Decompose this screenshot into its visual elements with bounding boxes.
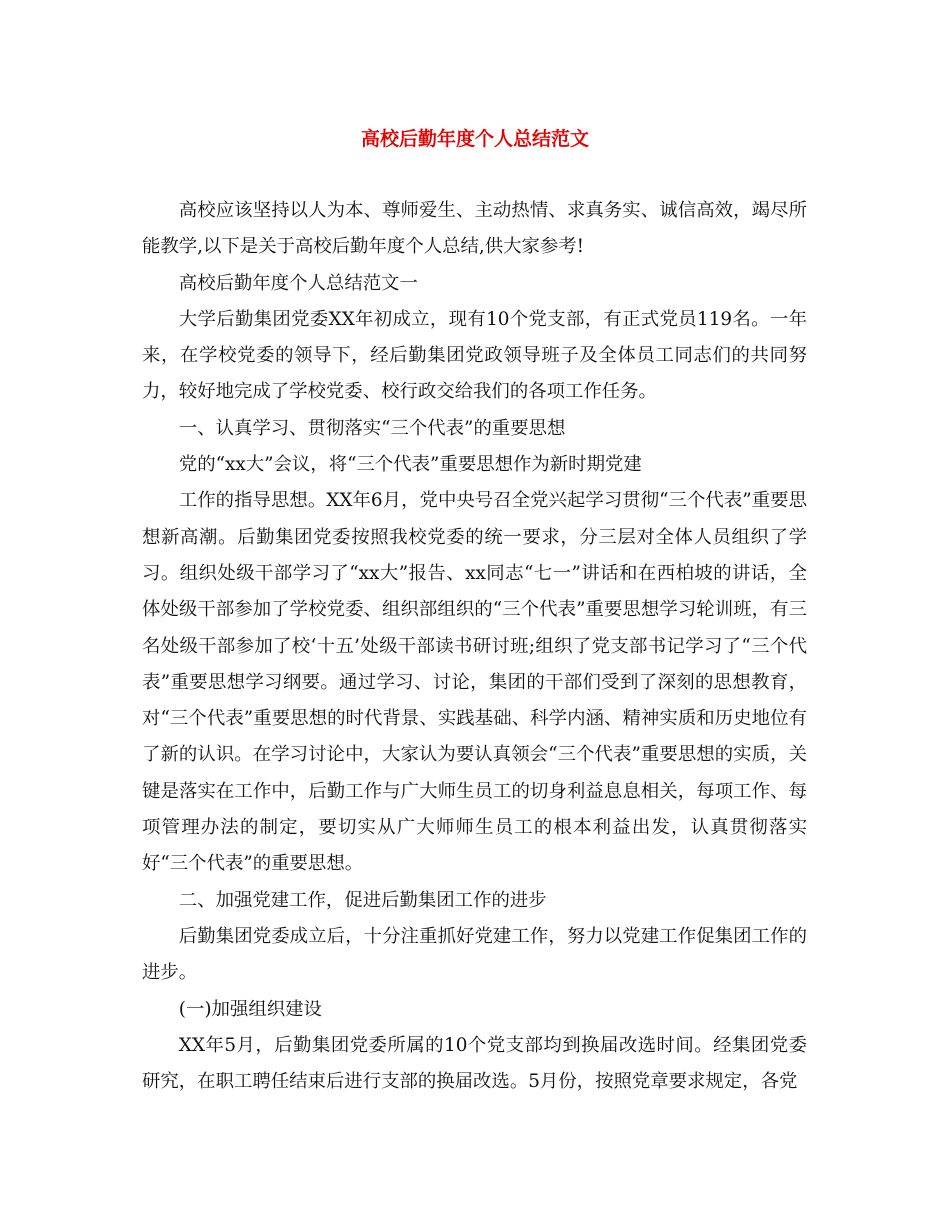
paragraph-section-1-lead: 党的“xx大”会议，将“三个代表”重要思想作为新时期党建 [178, 454, 642, 476]
subsection-heading-1: (一)加强组织建设 [178, 998, 322, 1020]
paragraph-subsection-1-body: XX年5月，后勤集团党委所属的10个党支部均到换届改选时间。经集团党委研究，在职工聘任结束后进行支部的换届改选。5月份，按照党章要求规定，各党 [142, 1034, 807, 1093]
document-title: 高校后勤年度个人总结范文 [360, 128, 589, 150]
paragraph-intro: 高校应该坚持以人为本、尊师爱生、主动热情、求真务实、诚信高效，竭尽所能教学,以下是关于高校后勤年度个人总结,供大家参考! [142, 200, 807, 258]
paragraph-section-1-body: 工作的指导思想。XX年6月，党中央号召全党兴起学习贯彻“三个代表”重要思想新高潮。后勤集团党委按照我校党委的统一要求，分三层对全体人员组织了学习。组织处级干部学习了“xx大”报告、xx同志“七一”讲话和在西柏坡的讲话，全体处级干部参加了学校党委、组织部组织的“三个代表”重要思想学习轮训班，有三名处级干部参加了校‘十五’处级干部读书研讨班;组织了党支部书记学习了“三个代表”重要思想学习纲要。通过学习、讨论，集团的干部们受到了深刻的思想教育，对“三个代表”重要思想的时代背景、实践基础、科学内涵、精神实质和历史地位有了新的认识。在学习讨论中，大家认为要认真领会“三个代表”重要思想的实质，关键是落实在工作中，后勤工作与广大师生员工的切身利益息息相关，每项工作、每项管理办法的制定，要切实从广大师师生员工的根本利益出发，认真贯彻落实好“三个代表”的重要思想。 [142, 490, 807, 875]
paragraph-section-2-body: 后勤集团党委成立后，十分注重抓好党建工作，努力以党建工作促集团工作的进步。 [142, 925, 807, 984]
paragraph-overview: 大学后勤集团党委XX年初成立，现有10个党支部，有正式党员119名。一年来，在学校党委的领导下，经后勤集团党政领导班子及全体员工同志们的共同努力，较好地完成了学校党委、校行政交给我们的各项工作任务。 [142, 308, 807, 403]
paragraph-subtitle: 高校后勤年度个人总结范文一 [178, 272, 418, 294]
document-body [142, 193, 807, 1100]
section-heading-2: 二、加强党建工作，促进后勤集团工作的进步 [178, 889, 547, 911]
section-heading-1: 一、认真学习、贯彻落实“三个代表”的重要思想 [178, 417, 566, 439]
